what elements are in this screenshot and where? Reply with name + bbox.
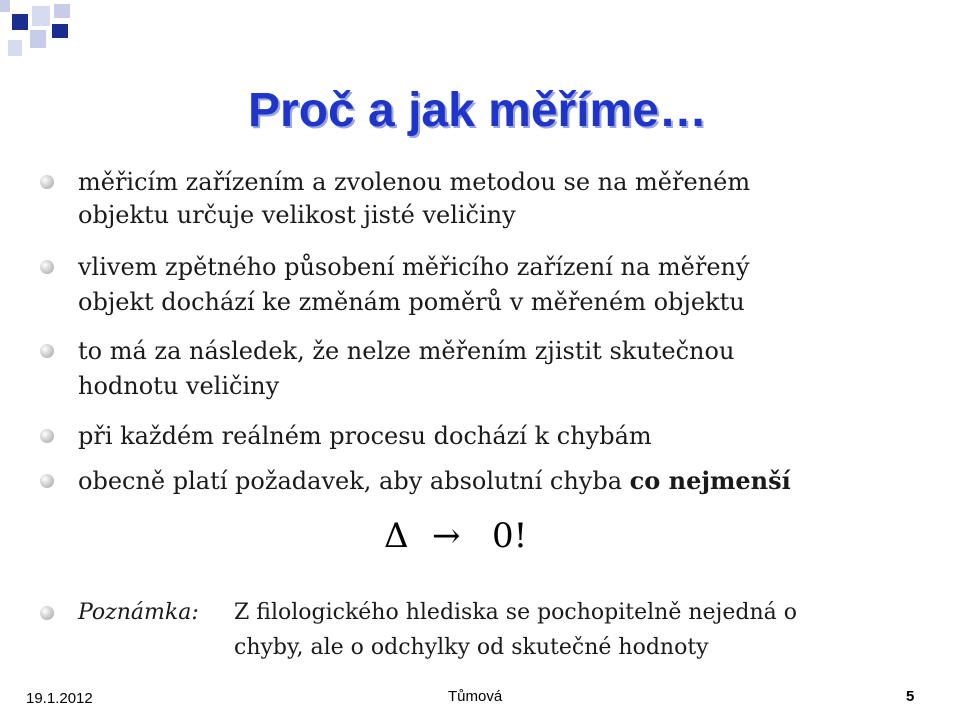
- note-label: [78, 598, 199, 628]
- note-line-2: chyby, ale o odchylky od skutečné hodnoty: [234, 635, 709, 660]
- bullet-1-line-2: objektu určuje velikost jisté veličiny: [78, 201, 516, 229]
- bullet-icon: [40, 344, 54, 358]
- bullet-icon: [40, 474, 54, 488]
- bullet-2-line-2: objekt dochází ke změnám poměrů v měřeném objektu: [78, 288, 745, 316]
- page-number: 5: [906, 688, 915, 705]
- formula-delta: Δ: [384, 516, 409, 556]
- slide-title: Proč a jak měříme…: [248, 84, 707, 137]
- corner-decoration-square: [8, 40, 22, 56]
- bullet-icon: [40, 606, 54, 620]
- bullet-5-line-1: [78, 466, 791, 496]
- bullet-5-emphasis: co nejmenší: [629, 466, 791, 495]
- bullet-4-line-1: při každém reálném procesu dochází k chybám: [78, 422, 652, 450]
- footer-date: 19.1.2012: [26, 690, 93, 707]
- bullet-icon: [40, 429, 54, 443]
- formula-arrow: →: [432, 516, 461, 556]
- bullet-2-line-1: vlivem zpětného působení měřicího zařízení na měřený: [78, 253, 750, 281]
- bullet-icon: [40, 260, 54, 274]
- corner-decoration-square: [32, 6, 50, 26]
- corner-decoration-square: [12, 14, 28, 30]
- corner-decoration-square: [52, 24, 68, 38]
- bullet-1-line-1: měřicím zařízením a zvolenou metodou se na měřeném: [78, 168, 751, 196]
- bullet-5-text: obecně platí požadavek, aby absolutní chyba: [78, 467, 630, 495]
- bullet-3-line-2: hodnotu veličiny: [78, 372, 280, 400]
- note-label-text: Poznámka:: [78, 600, 199, 625]
- bullet-3-line-1: to má za následek, že nelze měřením zjistit skutečnou: [78, 337, 735, 365]
- footer-author: Tůmová: [448, 688, 503, 705]
- corner-decoration-square: [30, 30, 46, 48]
- bullet-icon: [40, 175, 54, 189]
- corner-decoration-square: [0, 0, 10, 12]
- formula-value: 0!: [492, 516, 528, 556]
- corner-decoration-square: [54, 4, 70, 18]
- note-line-1: Z filologického hlediska se pochopitelně nejedná o: [234, 600, 797, 625]
